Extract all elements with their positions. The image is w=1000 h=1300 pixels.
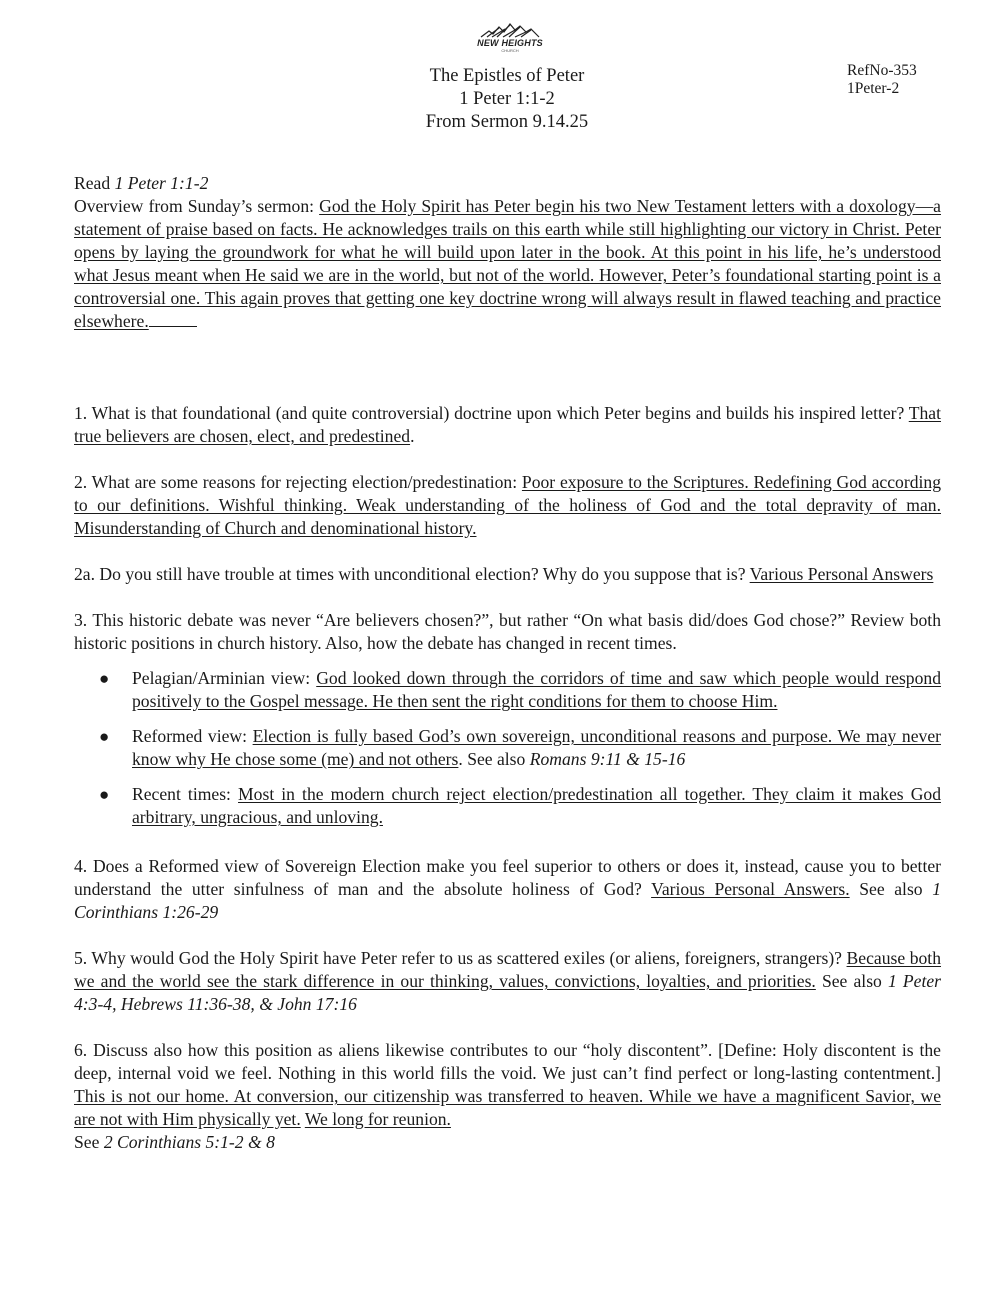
- mountain-logo-icon: [479, 22, 541, 38]
- read-instruction: Read 1 Peter 1:1-2: [74, 173, 209, 193]
- question-text: What is that foundational (and quite controversial) doctrine upon which Peter begins and builds his inspired letter?: [87, 403, 909, 423]
- list-item-pelagian: ● Pelagian/Arminian view: God looked down through the corridors of time and saw which people would respond positively to the Gospel message. He then sent the right conditions for them to choose Him.: [99, 668, 941, 711]
- scripture-reference: 1 Corinthians 1:26-29: [74, 879, 941, 922]
- question-text: This historic debate was never “Are believers chosen?”, but rather “On what basis did/does God chose?” Review both historic positions in church history. Also, how the debate has changed in recent times.: [74, 610, 941, 653]
- answer-text: This is not our home. At conversion, our citizenship was transferred to heaven. While we have a magnificent Savior, we are not with Him physically yet.: [74, 1086, 941, 1129]
- question-5: 5. Why would God the Holy Spirit have Peter refer to us as scattered exiles (or aliens, foreigners, strangers)? Because both we and the world see the stark difference in our thinking, values, convictions, loyalties, and priorities. See also 1 Peter 4:3-4, Hebrews 11:36-38, & John 17:16: [74, 948, 941, 1014]
- question-2: 2. What are some reasons for rejecting election/predestination: Poor exposure to the Scriptures. Redefining God according to our definitions. Wishful thinking. Weak understanding of the holiness of God and the total depravity of man. Misunderstanding of Church and denominational history.: [74, 472, 941, 538]
- reference-number: [847, 62, 917, 98]
- ref-code: 1Peter-2: [847, 80, 900, 97]
- answer-text: God looked down through the corridors of time and saw which people would respond positively to the Gospel message. He then sent the right conditions for them to choose Him.: [132, 668, 941, 711]
- overview-paragraph: [74, 195, 941, 333]
- bullet-icon: ●: [99, 669, 110, 688]
- list-item-reformed: ● Reformed view: Election is fully based God’s own sovereign, unconditional reasons and purpose. We may never know why He chose some (me) and not others. See also Romans 9:11 & 15-16: [99, 726, 941, 769]
- title-line-series: The Epistles of Peter: [429, 66, 585, 86]
- answer-text: Various Personal Answers.: [651, 879, 850, 899]
- logo-name: NEW HEIGHTS: [477, 38, 543, 48]
- list-item-recent: ● Recent times: Most in the modern church reject election/predestination all together. They claim it makes God arbitrary, ungracious, and unloving.: [99, 784, 941, 827]
- answer-text-reunion: We long for reunion.: [304, 1109, 451, 1129]
- question-6: 6. Discuss also how this position as aliens likewise contributes to our “holy discontent”. [Define: Holy discontent is the deep, internal void we feel. Nothing in this world fills the void. We just can’t find perfect or long-lasting contentment.] This is not our home. At conversion, our citizenship was transferred to heaven. While we have a magnificent Savior, we are not with Him physically yet. We long for reunion. See 2 Corinthians 5:1-2 & 8: [74, 1040, 941, 1152]
- scripture-reference: Romans 9:11 & 15-16: [529, 749, 686, 769]
- scripture-reference: 1 Peter 1:1-2: [114, 173, 209, 193]
- study-content: [74, 172, 941, 1154]
- answer-blank-line: [149, 325, 197, 327]
- page-title: [300, 65, 714, 134]
- question-1: 1. What is that foundational (and quite controversial) doctrine upon which Peter begins and builds his inspired letter? That true believers are chosen, elect, and predestined.: [74, 403, 941, 446]
- question-text: Why would God the Holy Spirit have Peter refer to us as scattered exiles (or aliens, foreigners, strangers)?: [87, 948, 847, 968]
- logo-subtitle: CHURCH: [501, 48, 519, 53]
- title-line-passage: 1 Peter 1:1-2: [459, 89, 555, 109]
- title-line-sermon-date: From Sermon 9.14.25: [425, 112, 589, 132]
- answer-text: Poor exposure to the Scriptures. Redefining God according to our definitions. Wishful thinking. Weak understanding of the holiness of God and the total depravity of man. Misunderstanding of Church and denominational history.: [74, 472, 941, 538]
- answer-text: Because both we and the world see the stark difference in our thinking, values, convictions, loyalties, and priorities.: [74, 948, 941, 991]
- answer-text: Various Personal Answers: [749, 564, 934, 584]
- question-text: Discuss also how this position as aliens likewise contributes to our “holy discontent”. [Define: Holy discontent is the deep, internal void we feel. Nothing in this world fills the void. We just can’t find perfect or long-lasting contentment.]: [74, 1040, 941, 1083]
- question-4: 4. Does a Reformed view of Sovereign Election make you feel superior to others or does it, instead, cause you to better understand the utter sinfulness of man and the absolute holiness of God? Various Personal Answers. See also 1 Corinthians 1:26-29: [74, 856, 941, 922]
- question-text: Do you still have trouble at times with unconditional election? Why do you suppose that is?: [95, 564, 750, 584]
- overview-label: Overview from Sunday’s sermon:: [74, 196, 320, 216]
- scripture-reference: 1 Peter 4:3-4, Hebrews 11:36-38, & John 17:16: [74, 971, 941, 1014]
- answer-text: Election is fully based God’s own sovereign, unconditional reasons and purpose. We may never know why He chose some (me) and not others: [132, 726, 941, 769]
- historic-positions-list: [74, 667, 941, 829]
- question-3: 3. This historic debate was never “Are believers chosen?”, but rather “On what basis did/does God chose?” Review both historic positions in church history. Also, how the debate has changed in recent times.: [74, 610, 941, 653]
- ref-number: RefNo-353: [847, 62, 917, 79]
- bullet-icon: ●: [99, 785, 110, 804]
- answer-text: That true believers are chosen, elect, and predestined: [74, 403, 941, 446]
- scripture-reference: 2 Corinthians 5:1-2 & 8: [103, 1132, 275, 1152]
- overview-answer: God the Holy Spirit has Peter begin his two New Testament letters with a doxology—a statement of praise based on facts. He acknowledges trails on this earth while still highlighting our victory in Christ. Peter opens by laying the groundwork for what he will build upon later in the book. At this point in his life, he’s understood what Jesus meant when He said we are in the world, but not of the world. However, Peter’s foundational starting point is a controversial one. This again proves that getting one key doctrine wrong will always result in flawed teaching and practice elsewhere.: [74, 196, 941, 331]
- bullet-icon: ●: [99, 727, 110, 746]
- question-text: What are some reasons for rejecting election/predestination:: [87, 472, 522, 492]
- question-2a: 2a. Do you still have trouble at times with unconditional election? Why do you suppose that is? Various Personal Answers: [74, 564, 934, 584]
- church-logo: [470, 22, 550, 62]
- question-text: Does a Reformed view of Sovereign Election make you feel superior to others or does it, instead, cause you to better understand the utter sinfulness of man and the absolute holiness of God?: [74, 856, 941, 899]
- answer-text: Most in the modern church reject election/predestination all together. They claim it makes God arbitrary, ungracious, and unloving.: [132, 784, 941, 827]
